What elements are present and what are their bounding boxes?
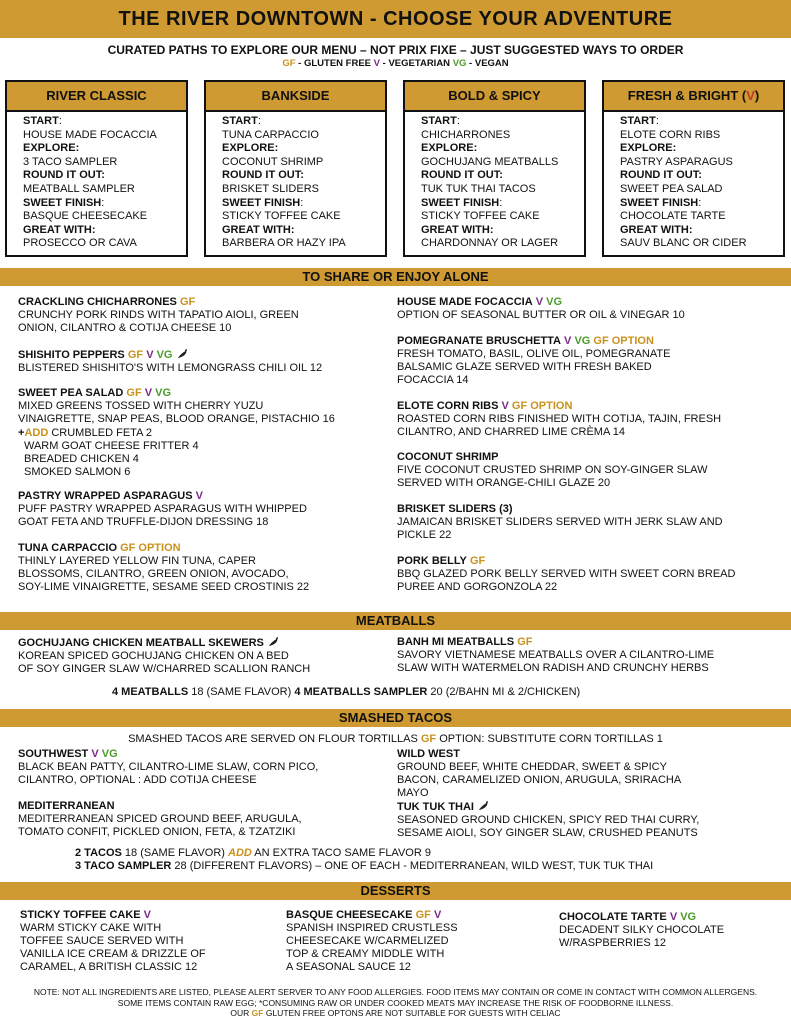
item-name-line [397, 748, 777, 761]
taco-pricing-2 [75, 860, 653, 872]
menu-item [397, 503, 777, 542]
footer-line2: SOME ITEMS CONTAIN RAW EGG; *CONSUMING RAW OR UNDER COOKED MEATS MAY INCREASE THE RISK OF FOODBORNE ILLNESS. [117, 997, 674, 1008]
item-name-line [18, 636, 388, 650]
dietary-tag: GF [517, 636, 533, 648]
dietary-tag: GF OPTION [511, 400, 573, 412]
item-description: GOAT FETA AND TRUFFLE-DIJON DRESSING 18 [18, 516, 269, 528]
add-label: ADD [24, 427, 49, 439]
dietary-tag: VG [574, 335, 591, 347]
path-value: BARBERA OR HAZY IPA [222, 237, 346, 250]
item-description: BLACK BEAN PATTY, CILANTRO-LIME SLAW, CORN PICO, [18, 761, 319, 773]
item-description: BACON, CARAMELIZED ONION, ARUGULA, SRIRACHA [397, 774, 682, 786]
path-value: STICKY TOFFEE CAKE [222, 210, 341, 223]
path-label: ROUND IT OUT: [620, 169, 702, 182]
dietary-tag: V [501, 400, 509, 412]
item-description: FIVE COCONUT CRUSTED SHRIMP ON SOY-GINGER SLAW [397, 464, 708, 476]
path-label-line [23, 142, 186, 156]
item-description: MAYO [397, 787, 429, 799]
section-tacos: SMASHED TACOS [0, 709, 791, 727]
menu-item [559, 911, 791, 950]
path-value: BASQUE CHEESECAKE [23, 210, 148, 223]
taco-p2-text: 28 (DIFFERENT FLAVORS) – ONE OF EACH - MEDITERRANEAN, WILD WEST, TUK TUK THAI [171, 860, 654, 872]
path-label: GREAT WITH: [23, 223, 96, 236]
legend-vg-text: - VEGAN [466, 58, 509, 69]
item-name: CRACKLING CHICHARRONES [18, 296, 177, 308]
path-title [604, 82, 783, 112]
path-title-text: BOLD & SPICY [448, 88, 541, 103]
footer-note [0, 987, 791, 1019]
item-name: STICKY TOFFEE CAKE [20, 909, 141, 921]
dietary-tag: VG [155, 387, 172, 399]
item-description: SEASONED GROUND CHICKEN, SPICY RED THAI CURRY, [397, 814, 700, 826]
item-description: VANILLA ICE CREAM & DRIZZLE OF [20, 948, 206, 960]
path-label: START [421, 115, 457, 127]
menu-item [397, 296, 777, 322]
path-label-line [421, 197, 584, 211]
section-share: TO SHARE OR ENJOY ALONE [0, 268, 791, 286]
dietary-tag: V [144, 387, 153, 399]
path-value: PASTRY ASPARAGUS [620, 155, 733, 168]
taco-p1-add: ADD [228, 847, 252, 859]
meatball-pricing [112, 686, 580, 698]
add-option: BREADED CHICKEN 4 [24, 453, 139, 465]
footer-gf: GF [251, 1008, 264, 1018]
pricing-b-text: 20 (2/BAHN MI & 2/CHICKEN) [427, 686, 581, 698]
colon: : [58, 115, 62, 127]
item-description: W/RASPBERRIES 12 [559, 937, 666, 949]
path-label-line [23, 224, 186, 238]
path-card [204, 80, 387, 257]
path-label: SWEET FINISH [222, 196, 301, 209]
path-label-line [421, 169, 584, 183]
item-description: SESAME AIOLI, SOY GINGER SLAW, CRUSHED PEANUTS [397, 827, 698, 839]
path-label: GREAT WITH: [620, 223, 693, 236]
path-label-line [222, 197, 385, 211]
path-label: START [23, 115, 59, 127]
item-description: CILANTRO, OPTIONAL : ADD COTIJA CHEESE [18, 774, 257, 786]
section-meatballs: MEATBALLS [0, 612, 791, 630]
menu-item [18, 348, 388, 375]
path-label-line [620, 224, 783, 238]
item-description: PICKLE 22 [397, 529, 452, 541]
item-description: CHEESECAKE W/CARMELIZED [286, 935, 449, 947]
path-value: CHARDONNAY OR LAGER [421, 237, 559, 250]
taco-p2-label: 3 TACO SAMPLER [75, 860, 172, 872]
pricing-a-label: 4 MEATBALLS [112, 686, 189, 698]
item-name: TUNA CARPACCIO [18, 542, 117, 554]
path-card [403, 80, 586, 257]
dietary-tag: V [146, 349, 154, 361]
dietary-tag: VG [156, 349, 173, 361]
path-value: TUK TUK THAI TACOS [421, 182, 536, 195]
path-label-line [23, 197, 186, 211]
item-name-line [397, 800, 777, 814]
dietary-tag: V [433, 909, 442, 921]
path-label-line [222, 142, 385, 156]
path-value: MEATBALL SAMPLER [23, 182, 135, 195]
item-description: BLOSSOMS, CILANTRO, GREEN ONION, AVOCADO, [18, 568, 289, 580]
path-value: ELOTE CORN RIBS [620, 128, 721, 141]
footer-line1: NOTE: NOT ALL INGREDIENTS ARE LISTED, PLEASE ALERT SERVER TO ANY FOOD ALLERGIES. FOOD ITEMS MAY CONTAIN OR COME IN CONTACT WITH COMMON ALLERGENS. [33, 987, 758, 997]
menu-item [397, 555, 777, 594]
path-label-line [421, 224, 584, 238]
menu-title: THE RIVER DOWNTOWN - CHOOSE YOUR ADVENTURE [0, 0, 791, 38]
dietary-tag: V [143, 909, 152, 921]
legend-gf-text: - GLUTEN FREE [295, 58, 374, 69]
item-name: TUK TUK THAI [397, 801, 474, 813]
item-description: OF SOY GINGER SLAW W/CHARRED SCALLION RANCH [18, 663, 311, 675]
dietary-legend [0, 58, 791, 69]
path-body [604, 112, 783, 251]
dietary-tag: GF OPTION [593, 335, 654, 347]
item-description: FRESH TOMATO, BASIL, OLIVE OIL, POMEGRANATE [397, 348, 671, 360]
dietary-tag: V [195, 490, 203, 502]
chili-pepper-icon [177, 348, 188, 359]
path-value: COCONUT SHRIMP [222, 155, 324, 168]
path-title-text: BANKSIDE [261, 88, 330, 103]
item-name-line [18, 296, 388, 309]
item-description: CILANTRO, AND CHARRED LIME CRÈMA 14 [397, 426, 625, 438]
item-name-line [397, 451, 777, 464]
item-description: TOMATO CONFIT, PICKLED ONION, FETA, & TZATZIKI [18, 826, 296, 838]
dietary-tag: GF [126, 387, 142, 399]
path-title-end: ) [754, 88, 760, 103]
taco-intro-a: SMASHED TACOS ARE SERVED ON FLOUR TORTILLAS [128, 733, 421, 745]
item-description: ROASTED CORN RIBS FINISHED WITH COTIJA, TAJIN, FRESH [397, 413, 722, 425]
item-description: ONION, CILANTRO & COTIJA CHEESE 10 [18, 322, 232, 334]
menu-item [397, 451, 777, 490]
item-name: GOCHUJANG CHICKEN MEATBALL SKEWERS [18, 637, 264, 649]
path-value: STICKY TOFFEE CAKE [421, 210, 540, 223]
path-title-text: FRESH & BRIGHT ( [627, 88, 747, 103]
item-name: CHOCOLATE TARTE [559, 911, 667, 923]
path-value: BRISKET SLIDERS [222, 182, 319, 195]
menu-item [18, 490, 388, 529]
path-label-line [620, 142, 783, 156]
dietary-tag: V [91, 748, 99, 760]
item-description: BLISTERED SHISHITO'S WITH LEMONGRASS CHILI OIL 12 [18, 362, 323, 374]
footer-line3-a: OUR [230, 1008, 252, 1018]
item-description: TOFFEE SAUCE SERVED WITH [20, 935, 184, 947]
path-label-line [222, 224, 385, 238]
path-title [405, 82, 584, 112]
item-description: BBQ GLAZED PORK BELLY SERVED WITH SWEET CORN BREAD [397, 568, 736, 580]
legend-vg: VG [452, 58, 467, 69]
path-label-line [222, 169, 385, 183]
taco-intro-b: OPTION: SUBSTITUTE CORN TORTILLAS 1 [436, 733, 663, 745]
menu-item [397, 800, 777, 840]
path-title [7, 82, 186, 112]
item-name: BRISKET SLIDERS (3) [397, 503, 513, 515]
item-name-line [18, 800, 388, 813]
item-name-line [18, 542, 388, 555]
path-title [206, 82, 385, 112]
menu-item [18, 748, 388, 787]
path-label: ROUND IT OUT: [23, 169, 105, 182]
item-name-line [18, 348, 388, 362]
dietary-tag: VG [680, 911, 697, 923]
item-name: ELOTE CORN RIBS [397, 400, 499, 412]
colon: : [456, 115, 460, 127]
menu-item [18, 387, 388, 426]
path-label-line [620, 197, 783, 211]
item-description: A SEASONAL SAUCE 12 [286, 961, 411, 973]
colon: : [655, 115, 659, 127]
item-name: BASQUE CHEESECAKE [286, 909, 413, 921]
dietary-tag: V [564, 335, 572, 347]
add-first: CRUMBLED FETA 2 [48, 427, 152, 439]
path-body [206, 112, 385, 251]
salad-add-ons [18, 427, 199, 479]
dietary-tag: V [669, 911, 678, 923]
footer-line3 [0, 1008, 791, 1019]
path-card [602, 80, 785, 257]
footer-line3-b: GLUTEN FREE OPTONS ARE NOT SUITABLE FOR GUESTS WITH CELIAC [263, 1008, 561, 1018]
menu-item [18, 636, 388, 676]
item-name: BANH MI MEATBALLS [397, 636, 515, 648]
menu-subtitle: CURATED PATHS TO EXPLORE OUR MENU – NOT PRIX FIXE – JUST SUGGESTED WAYS TO ORDER [107, 43, 684, 57]
menu-item [397, 400, 777, 439]
path-label-line [421, 115, 584, 129]
chili-pepper-icon [268, 636, 279, 647]
path-label: GREAT WITH: [421, 223, 494, 236]
item-name-line [397, 335, 777, 348]
item-name: MEDITERRANEAN [18, 800, 115, 812]
path-value: PROSECCO OR CAVA [23, 237, 137, 250]
item-description: PUFF PASTRY WRAPPED ASPARAGUS WITH WHIPPED [18, 503, 307, 515]
menu-item [20, 909, 280, 974]
item-description: THINLY LAYERED YELLOW FIN TUNA, CAPER [18, 555, 256, 567]
item-description: DECADENT SILKY CHOCOLATE [559, 924, 725, 936]
legend-v: V [373, 58, 381, 69]
item-description: KOREAN SPICED GOCHUJANG CHICKEN ON A BED [18, 650, 289, 662]
menu-item [397, 335, 777, 387]
colon: : [257, 115, 261, 127]
path-value: SAUV BLANC OR CIDER [620, 237, 747, 250]
menu-item [18, 542, 388, 594]
menu-item [286, 909, 546, 974]
item-description: PUREE AND GORGONZOLA 22 [397, 581, 558, 593]
dietary-tag: GF [469, 555, 486, 567]
item-description: GROUND BEEF, WHITE CHEDDAR, SWEET & SPICY [397, 761, 667, 773]
item-name-line [20, 909, 280, 922]
path-label-line [620, 115, 783, 129]
item-description: WARM STICKY CAKE WITH [20, 922, 162, 934]
item-name: HOUSE MADE FOCACCIA [397, 296, 533, 308]
item-description: MIXED GREENS TOSSED WITH CHERRY YUZU [18, 400, 264, 412]
path-label: EXPLORE: [620, 142, 677, 155]
pricing-b-label: 4 MEATBALLS SAMPLER [294, 686, 428, 698]
item-description: TOP & CREAMY MIDDLE WITH [286, 948, 445, 960]
path-value: TUNA CARPACCIO [222, 128, 319, 141]
path-value: GOCHUJANG MEATBALLS [421, 155, 559, 168]
item-description: SOY-LIME VINAIGRETTE, SESAME SEED CROSTINIS 22 [18, 581, 310, 593]
dietary-tag: VG [546, 296, 563, 308]
item-name-line [397, 296, 777, 309]
section-desserts: DESSERTS [0, 882, 791, 900]
chili-pepper-icon [478, 800, 489, 811]
add-plus: + [18, 427, 25, 439]
taco-p1-label: 2 TACOS [75, 847, 122, 859]
dietary-tag: VG [101, 748, 118, 760]
dietary-tag: GF [179, 296, 196, 308]
item-description: OPTION OF SEASONAL BUTTER OR OIL & VINEGAR 10 [397, 309, 685, 321]
menu-item [18, 296, 388, 335]
item-name: PASTRY WRAPPED ASPARAGUS [18, 490, 193, 502]
path-label: SWEET FINISH [23, 196, 102, 209]
add-option: SMOKED SALMON 6 [24, 466, 131, 478]
item-description: CRUNCHY PORK RINDS WITH TAPATIO AIOLI, GREEN [18, 309, 299, 321]
legend-gf: GF [282, 58, 296, 69]
add-option: WARM GOAT CHEESE FRITTER 4 [24, 440, 199, 452]
pricing-a-text: 18 (SAME FLAVOR) [188, 686, 295, 698]
item-description: SERVED WITH ORANGE-CHILI GLAZE 20 [397, 477, 611, 489]
item-description: SPANISH INSPIRED CRUSTLESS [286, 922, 458, 934]
path-label: GREAT WITH: [222, 223, 295, 236]
path-label-line [23, 115, 186, 129]
item-name: SHISHITO PEPPERS [18, 349, 125, 361]
colon: : [698, 196, 702, 209]
colon: : [499, 196, 503, 209]
path-label: ROUND IT OUT: [222, 169, 304, 182]
path-label: EXPLORE: [222, 142, 279, 155]
path-label-line [23, 169, 186, 183]
item-description: BALSAMIC GLAZE SERVED WITH FRESH BAKED [397, 361, 652, 373]
taco-p1-rest: AN EXTRA TACO SAME FLAVOR 9 [251, 847, 431, 859]
path-label: ROUND IT OUT: [421, 169, 503, 182]
path-value: SWEET PEA SALAD [620, 182, 723, 195]
menu-item [397, 748, 777, 800]
dietary-tag: V [535, 296, 544, 308]
item-name-line [18, 387, 388, 400]
path-value: 3 TACO SAMPLER [23, 155, 118, 168]
item-description: SLAW WITH WATERMELON RADISH AND CRUNCHY HERBS [397, 662, 709, 674]
item-name: SWEET PEA SALAD [18, 387, 124, 399]
path-label-line [620, 169, 783, 183]
item-name-line [18, 748, 388, 761]
item-name-line [397, 555, 777, 568]
item-description: VINAIGRETTE, SNAP PEAS, BLOOD ORANGE, PISTACHIO 16 [18, 413, 335, 425]
path-label: START [222, 115, 258, 127]
taco-pricing-1 [75, 847, 431, 859]
taco-intro [0, 733, 791, 745]
item-name-line [397, 400, 777, 413]
item-description: CARAMEL, A BRITISH CLASSIC 12 [20, 961, 198, 973]
item-name-line [397, 503, 777, 516]
taco-p1-text: 18 (SAME FLAVOR) [121, 847, 229, 859]
legend-v-text: - VEGETARIAN [380, 58, 453, 69]
colon: : [300, 196, 304, 209]
path-label: START [620, 115, 656, 127]
item-name: PORK BELLY [397, 555, 467, 567]
path-title-tag: V [746, 88, 755, 103]
path-label-line [222, 115, 385, 129]
item-name-line [559, 911, 791, 924]
path-card [5, 80, 188, 257]
path-label: EXPLORE: [421, 142, 478, 155]
item-name: POMEGRANATE BRUSCHETTA [397, 335, 561, 347]
item-name-line [18, 490, 388, 503]
path-label-line [421, 142, 584, 156]
item-name-line [286, 909, 546, 922]
item-name: SOUTHWEST [18, 748, 89, 760]
item-description: SAVORY VIETNAMESE MEATBALLS OVER A CILANTRO-LIME [397, 649, 715, 661]
item-description: JAMAICAN BRISKET SLIDERS SERVED WITH JERK SLAW AND [397, 516, 723, 528]
dietary-tag: GF [127, 349, 144, 361]
item-description: MEDITERRANEAN SPICED GROUND BEEF, ARUGULA, [18, 813, 302, 825]
item-name-line [397, 636, 777, 649]
item-description: FOCACCIA 14 [397, 374, 469, 386]
colon: : [101, 196, 105, 209]
item-name: COCONUT SHRIMP [397, 451, 499, 463]
path-label: SWEET FINISH [421, 196, 500, 209]
path-label: EXPLORE: [23, 142, 80, 155]
taco-intro-gf: GF [420, 733, 437, 745]
path-label: SWEET FINISH [620, 196, 699, 209]
item-name: WILD WEST [397, 748, 460, 760]
path-value: HOUSE MADE FOCACCIA [23, 128, 157, 141]
path-title-text: RIVER CLASSIC [46, 88, 147, 103]
dietary-tag: GF [415, 909, 431, 921]
menu-item [18, 800, 388, 839]
path-value: CHICHARRONES [421, 128, 511, 141]
path-body [405, 112, 584, 251]
dietary-tag: GF OPTION [120, 542, 181, 554]
menu-item [397, 636, 777, 675]
path-value: CHOCOLATE TARTE [620, 210, 726, 223]
path-body [7, 112, 186, 251]
